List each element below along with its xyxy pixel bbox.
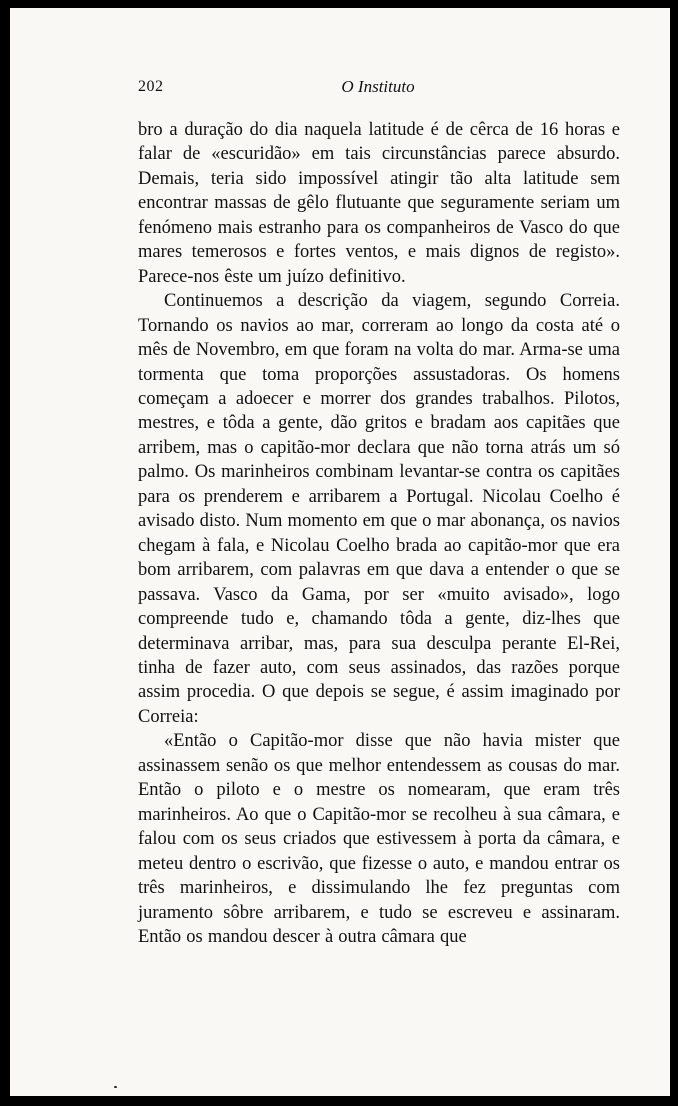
- scan-speck: [114, 1086, 117, 1088]
- book-page: [10, 8, 670, 1096]
- paragraph: Continuemos a descrição da viagem, segundo Correia. Tornando os navios ao mar, correram ao longo da costa até o mês de Novembro, em que foram na volta do mar. Arma-se uma tormenta que toma proporções assustadoras. Os homens começam a adoecer e morrer dos grandes trabalhos. Pilotos, mestres, e tôda a gente, dão gritos e bradam aos capitães que arribem, mas o capitão-mor declara que não torna atrás um só palmo. Os marinheiros combinam levantar-se contra os capitães para os prenderem e arribarem a Portugal. Nicolau Coelho é avisado disto. Num momento em que o mar abonança, os navios chegam à fala, e Nicolau Coelho brada ao capitão-mor que era bom arribarem, com palavras em que dava a entender o que se passava. Vasco da Gama, por ser «muito avisado», logo compreende tudo e, chamando tôda a gente, diz-lhes que determinava arribar, mas, para sua desculpa perante El-Rei, tinha de fazer auto, com seus assinados, das razões porque assim procedia. O que depois se segue, é assim imaginado por Correia:: [138, 291, 620, 727]
- running-title: O Instituto: [341, 77, 415, 96]
- paragraph: «Então o Capitão-mor disse que não havia mister que assinassem senão os que melhor entendessem as cousas do mar. Então o piloto e o mestre os nomearam, que eram três marinheiros. Ao que o Capitão-mor se recolheu à sua câmara, e falou com os seus criados que estivessem à porta da câmara, e meteu dentro o escrivão, que fizesse o auto, e mandou entrar os três marinheiros, e dissimulando lhe fez preguntas com juramento sôbre arribarem, e tudo se escreveu e assinaram. Então os mandou descer à outra câmara que: [138, 731, 620, 947]
- page-header: [138, 78, 618, 102]
- page-number: 202: [138, 78, 164, 95]
- paragraph: bro a duração do dia naquela latitude é de cêrca de 16 horas e falar de «escuridão» em tais circunstâncias parece absurdo. Demais, teria sido impossível atingir tão alta latitude sem encontrar massas de gêlo flutuante que seguramente seriam um fenómeno mais estranho para os companheiros de Vasco do que mares temerosos e fortes ventos, e mais dignos de registo». Parece-nos êste um juízo definitivo.: [138, 120, 620, 287]
- body-text: [138, 118, 620, 949]
